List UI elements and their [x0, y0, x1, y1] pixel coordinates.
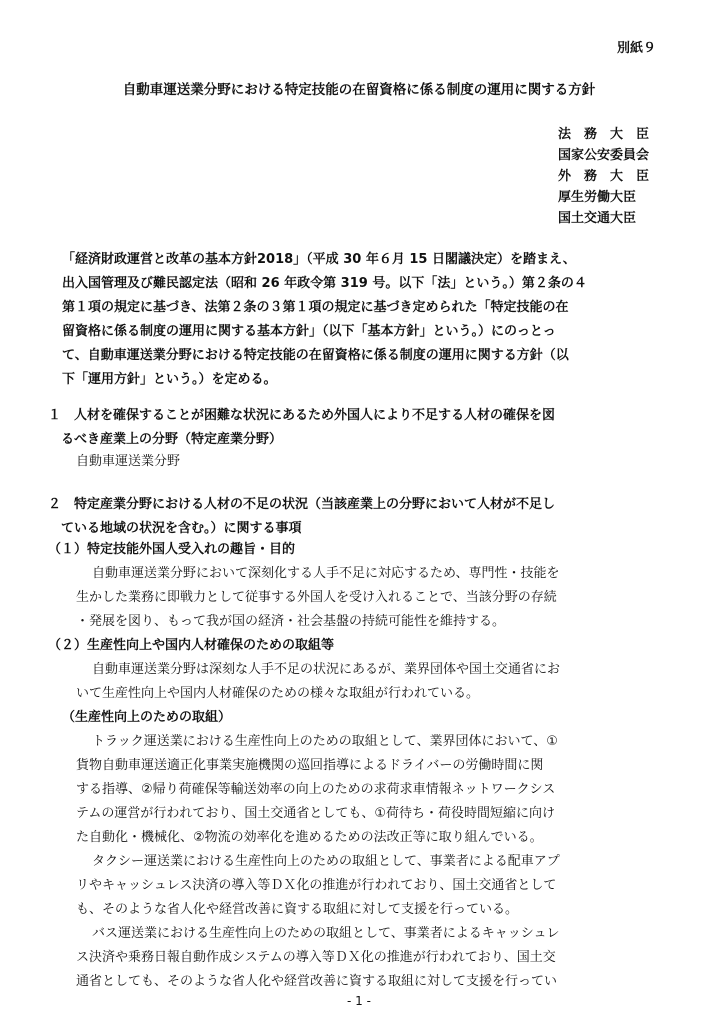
intro-paragraph	[62, 248, 662, 392]
text-line: リやキャッシュレス決済の導入等ＤＸ化の推進が行われており、国土交通省として	[76, 878, 557, 893]
text-line: 下「運用方針」という。）を定める。	[62, 372, 277, 387]
text-line: する指導、②帰り荷確保等輸送効率の向上のための求荷求車情報ネットワークシス	[76, 782, 556, 797]
text-line: ２ 特定産業分野における人材の不足の状況（当該産業上の分野において人材が不足し	[48, 497, 556, 512]
text-line: た自動化・機械化、②物流の効率化を進めるための法改正等に取り組んでいる。	[76, 830, 543, 845]
text-line: テムの運営が行われており、国土交通省としても、①荷待ち・荷役時間短縮に向け	[76, 806, 556, 821]
text-line: タクシー運送業における生産性向上のための取組として、事業者による配車アプ	[92, 854, 560, 869]
subsection-2-heading: （２）生産性向上や国内人材確保のための取組等	[48, 638, 335, 653]
text-line: 生かした業務に即戦力として従事する外国人を受け入れることで、当該分野の存続	[76, 590, 557, 605]
text-line: るべき産業上の分野（特定産業分野）	[48, 432, 283, 447]
text-line: トラック運送業における生産性向上のための取組として、業界団体において、①	[92, 734, 558, 749]
text-line: いて生産性向上や国内人材確保のための様々な取組が行われている。	[76, 686, 480, 701]
minister-entry: 国家公安委員会	[558, 148, 650, 163]
text-line: も、そのような省人化や経営改善に資する取組に対して支援を行っている。	[76, 902, 519, 917]
text-line: 自動車運送業分野において深刻化する人手不足に対応するため、専門性・技能を	[92, 566, 560, 581]
section-2-heading	[48, 493, 668, 541]
text-line: １ 人材を確保することが困難な状況にあるため外国人により不足する人材の確保を図	[48, 408, 556, 423]
text-line: 通省としても、そのような省人化や経営改善に資する取組に対して支援を行ってい	[76, 974, 558, 989]
page-number: - 1 -	[347, 994, 371, 1008]
subsection-1-heading: （１）特定技能外国人受入れの趣旨・目的	[48, 542, 296, 557]
text-line: 出入国管理及び難民認定法（昭和 26 年政令第 319 号。以下「法」という。）第２条の４	[62, 276, 587, 291]
text-line: ス決済や乗務日報自動作成システムの導入等ＤＸ化の推進が行われており、国土交	[76, 950, 556, 965]
minister-list	[558, 124, 649, 229]
minister-entry: 厚生労働大臣	[558, 190, 637, 205]
text-line: 「経済財政運営と改革の基本方針2018」（平成 30 年６月 15 日閣議決定）を踏まえ、	[62, 252, 576, 267]
taxi-paragraph	[76, 850, 560, 922]
truck-paragraph	[76, 730, 558, 850]
productivity-heading: （生産性向上のための取組）	[62, 710, 232, 725]
minister-entry: 国土交通大臣	[558, 211, 637, 226]
subsection-1-paragraph	[76, 562, 559, 634]
minister-entry: 外 務 大 臣	[558, 169, 650, 184]
bus-paragraph	[76, 922, 559, 994]
subsection-2-paragraph	[76, 658, 560, 706]
text-line: て、自動車運送業分野における特定技能の在留資格に係る制度の運用に関する方針（以	[62, 348, 569, 363]
section-1-content: 自動車運送業分野	[76, 454, 181, 469]
attachment-label: 別紙９	[616, 41, 656, 56]
text-line: ・発展を図り、もって我が国の経済・社会基盤の持続可能性を維持する。	[76, 614, 506, 629]
text-line: 貨物自動車運送適正化事業実施機関の巡回指導によるドライバーの労働時間に関	[76, 758, 544, 773]
page-title: 自動車運送業分野における特定技能の在留資格に係る制度の運用に関する方針	[122, 82, 596, 98]
section-1-heading	[48, 404, 668, 452]
text-line: 留資格に係る制度の運用に関する基本方針」（以下「基本方針」という。）にのっとっ	[62, 324, 556, 339]
text-line: 第１項の規定に基づき、法第２条の３第１項の規定に基づき定められた「特定技能の在	[62, 300, 569, 315]
text-line: ている地域の状況を含む。）に関する事項	[48, 521, 302, 536]
text-line: バス運送業における生産性向上のための取組として、事業者によるキャッシュレ	[92, 926, 560, 941]
minister-entry: 法 務 大 臣	[558, 127, 650, 142]
text-line: 自動車運送業分野は深刻な人手不足の状況にあるが、業界団体や国土交通省にお	[92, 662, 561, 677]
